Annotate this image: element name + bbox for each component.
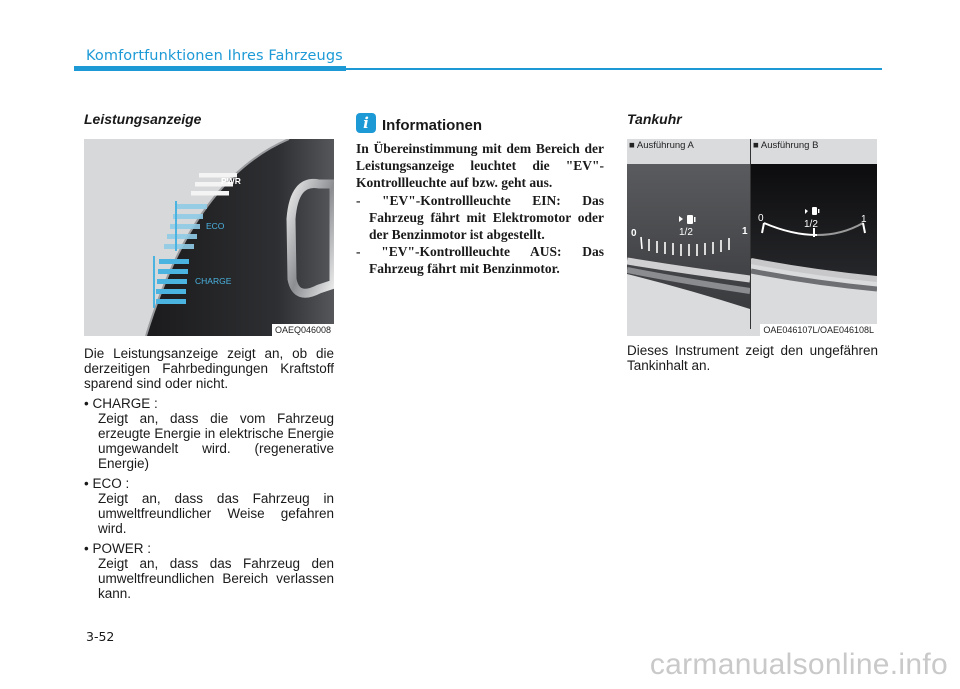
power-meter-figure <box>84 139 334 336</box>
eco-label: ECO <box>206 221 225 231</box>
header-rule <box>346 68 882 70</box>
term-power: • POWER : <box>84 541 151 556</box>
gauge-b-half: 1/2 <box>804 219 818 230</box>
charge-label: CHARGE <box>195 276 232 286</box>
section-title: Komfortfunktionen Ihres Fahrzeugs <box>86 48 343 64</box>
heading-leistungsanzeige: Leistungsanzeige <box>84 111 202 127</box>
heading-informationen: Informationen <box>382 117 482 134</box>
info-icon: i <box>356 113 376 133</box>
term-eco: • ECO : <box>84 476 130 491</box>
desc-eco: Zeigt an, dass das Fahrzeug in umweltfreundlicher Weise gefahren wird. <box>98 491 334 536</box>
gauge-a-empty: 0 <box>631 228 637 239</box>
fuel-gauge-figure <box>627 139 877 336</box>
left-column-text <box>84 346 334 601</box>
right-column-text <box>627 343 878 373</box>
term-charge: • CHARGE : <box>84 396 158 411</box>
figure-caption-fuel: OAE046107L/OAE046108L <box>760 324 877 336</box>
variant-b-label: ■ Ausführung B <box>753 140 819 151</box>
watermark: carmanualsonline.info <box>649 648 948 681</box>
figure-caption: OAEQ046008 <box>272 324 334 336</box>
gauge-b-full: 1 <box>861 214 867 225</box>
info-item-on: - "EV"-Kontrollleuchte EIN: Das Fahrzeug fährt mit Elektromotor oder der Benzinmotor ist abgestellt. <box>356 192 604 243</box>
header-bar <box>74 66 346 71</box>
heading-tankuhr: Tankuhr <box>627 111 682 127</box>
desc-charge: Zeigt an, dass die vom Fahrzeug erzeugte Energie in elektrische Energie umgewandelt wird. (regenerative Energie) <box>98 411 334 471</box>
page-number: 3-52 <box>86 629 115 644</box>
gauge-a-half: 1/2 <box>679 227 693 238</box>
fuel-gauge-illustration <box>627 139 877 336</box>
pwr-label: PWR <box>221 176 241 186</box>
info-text <box>356 140 604 278</box>
gauge-a-full: 1 <box>742 226 748 237</box>
tankuhr-paragraph: Dieses Instrument zeigt den ungefähren Tankinhalt an. <box>627 343 878 373</box>
info-item-off: - "EV"-Kontrollleuchte AUS: Das Fahrzeug fährt mit Benzinmotor. <box>356 244 604 277</box>
variant-divider <box>750 139 751 329</box>
info-paragraph: In Übereinstimmung mit dem Bereich der Leistungsanzeige leuchtet die "EV"-Kontrollleuchte auf bzw. geht aus. <box>356 141 604 191</box>
gauge-b-empty: 0 <box>758 213 764 224</box>
desc-power: Zeigt an, dass das Fahrzeug den umweltfreundlichen Bereich verlassen kann. <box>98 556 334 601</box>
power-meter-illustration <box>84 139 334 336</box>
variant-a-label: ■ Ausführung A <box>629 140 694 151</box>
intro-paragraph: Die Leistungsanzeige zeigt an, ob die derzeitigen Fahrbedingungen Kraftstoff sparend sind oder nicht. <box>84 346 334 391</box>
